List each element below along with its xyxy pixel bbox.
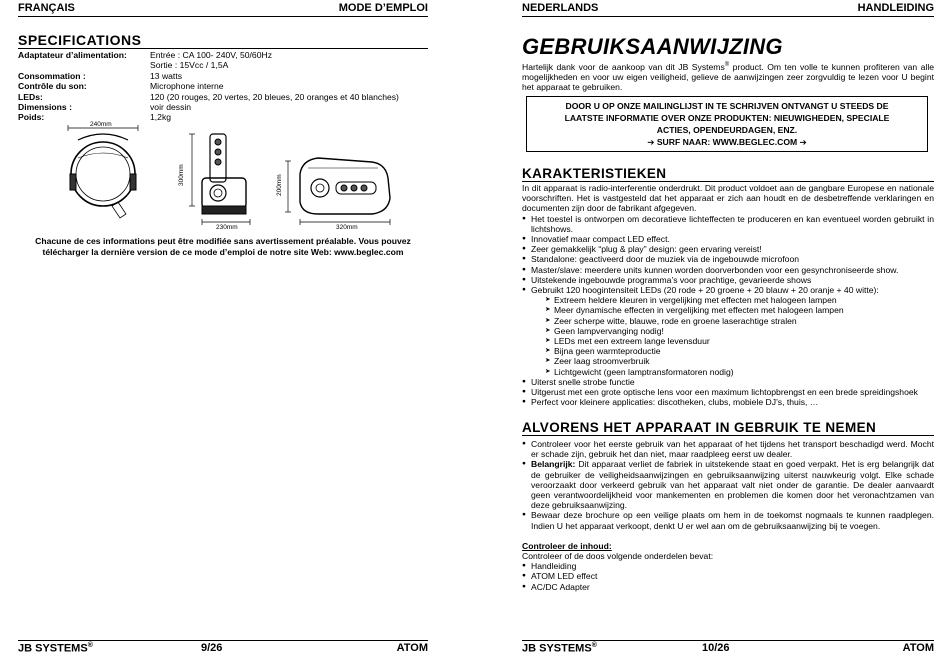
- page-header: [522, 2, 934, 17]
- mailing-list-box: [526, 96, 928, 152]
- intro-text: product. Om ten volle te kunnen profiteren van alle mogelijkheden en voor uw eigen veiligheid, gelieve de aanwijzingen zeer zorgvuldig te lezen voor U begint het apparaat te gebruiken.: [522, 61, 935, 93]
- brand-text: JB SYSTEMS: [18, 642, 88, 655]
- spec-label: [18, 60, 150, 70]
- sub-list-item: ➤ Zeer scherpe witte, blauwe, rode en groene laserachtige stralen: [545, 316, 934, 326]
- list-item: ● Standalone: geactiveerd door de muziek via de ingebouwde microfoon: [522, 254, 934, 264]
- side-view: [189, 134, 250, 225]
- list-item: [522, 285, 934, 377]
- sub-list-item: ➤ Meer dynamische effecten in vergelijking met effecten met halogeen lampen: [545, 305, 934, 315]
- spec-row: [18, 81, 428, 91]
- contents-intro: Controleer of de doos volgende onderdelen bevat:: [522, 551, 714, 562]
- section-title-before-use: ALVORENS HET APPARAAT IN GEBRUIK TE NEMEN: [522, 420, 934, 436]
- page-number: 10/26: [702, 642, 730, 654]
- registered-mark: ®: [87, 642, 93, 649]
- header-language: NEDERLANDS: [522, 2, 599, 14]
- spec-value: voir dessin: [150, 102, 192, 113]
- important-label: Belangrijk:: [531, 459, 576, 470]
- dimension-drawing: [18, 116, 428, 232]
- spec-row: [18, 71, 428, 81]
- list-item: ● AC/DC Adapter: [522, 582, 934, 592]
- header-language: FRANÇAIS: [18, 2, 75, 14]
- list-item: ● Het toestel is ontworpen om decoratieve lichteffecten te produceren en kan eventueel worden gebruikt in lichtshows.: [522, 214, 934, 234]
- footer-product: ATOM: [902, 642, 934, 654]
- disclaimer: [18, 236, 428, 258]
- footer-brand: [18, 642, 93, 655]
- dim-label: 240mm: [90, 121, 112, 128]
- spec-value: 1,2kg: [150, 112, 172, 123]
- important-text: Dit apparaat verliet de fabriek in uitstekende staat en goed verpakt. Het is erg belangrijk dat de gebruiker de veiligheidsaanwijzingen en gebruiksaanwijzing uiterst nauwkeurig volgt. Elke schade veroorzaakt door verkeerd gebruik van het apparaat valt niet onder de garantie. De dealer aanvaardt geen verantwoordelijkheid voor mankementen en problemen die komen door het veronachtzamen van deze gebruiksaanwijzing.: [531, 459, 934, 511]
- spec-label: Dimensions :: [18, 102, 72, 113]
- list-item: ● ATOM LED effect: [522, 571, 934, 581]
- list-item: ● Master/slave: meerdere units kunnen worden doorverbonden voor een gesynchroniseerde show.: [522, 265, 934, 275]
- before-use-list: [522, 439, 934, 531]
- spec-value: 13 watts: [150, 70, 183, 81]
- list-item: ● Innovatief maar compact LED effect.: [522, 234, 934, 244]
- mailing-line: DOOR U OP ONZE MAILINGLIJST IN TE SCHRIJVEN ONTVANGT U STEEDS DE: [565, 101, 889, 111]
- sub-list-item: ➤ Lichtgewicht (geen lamptransformatoren nodig): [545, 367, 934, 377]
- contents-list: [522, 561, 934, 592]
- list-item: ● Controleer voor het eerste gebruik van het apparaat of het tijdens het transport beschadigd werd. Mocht er schade zijn, gebruik het dan niet, maar raadpleeg eerst uw dealer.: [522, 439, 934, 459]
- list-item: ● Bewaar deze brochure op een veilige plaats om hem in de toekomst nogmaals te kunnen raadplegen. Indien U het apparaat verkoopt, denkt U er wel aan om de gebruiksaanwijzing bij te voegen.: [522, 510, 934, 530]
- mailing-line: ACTIES, OPENDEURDAGEN, ENZ.: [656, 125, 798, 135]
- spec-row: [18, 50, 428, 60]
- page-footer: [18, 640, 428, 653]
- left-page: [18, 0, 428, 654]
- back-view: [285, 158, 390, 225]
- list-item: ● Perfect voor kleinere applicaties: discotheken, clubs, mobiele DJ’s, thuis, …: [522, 397, 934, 407]
- section-title-specifications: SPECIFICATIONS: [18, 32, 428, 49]
- sub-list-item: ➤ Geen lampvervanging nodig!: [545, 326, 934, 336]
- spec-row: [18, 92, 428, 102]
- spec-row: [18, 102, 428, 112]
- page-header: [18, 2, 428, 17]
- dim-label: 230mm: [216, 224, 238, 231]
- header-title: MODE D’EMPLOI: [338, 2, 428, 14]
- intro-text: Hartelijk dank voor de aankoop van dit JB Systems: [522, 61, 725, 72]
- spec-label: Poids:: [18, 112, 45, 123]
- spec-row: [18, 60, 428, 70]
- section-title-features: KARAKTERISTIEKEN: [522, 166, 934, 182]
- spec-value: Microphone interne: [150, 81, 224, 92]
- contents-heading: Controleer de inhoud:: [522, 540, 612, 551]
- sub-list-item: ➤ Extreem heldere kleuren in vergelijking met effecten met halogeen lampen: [545, 295, 934, 305]
- header-title: HANDLEIDING: [857, 2, 934, 14]
- brand-text: JB SYSTEMS: [522, 642, 592, 655]
- mailing-line: LAATSTE INFORMATIE OVER ONZE PRODUKTEN: NIEUWIGHEDEN, SPECIALE: [564, 113, 890, 123]
- spec-label: Consommation :: [18, 70, 86, 81]
- disclaimer-line: télécharger la dernière version de ce mode d’emploi de notre site Web: www.beglec.com: [42, 247, 404, 257]
- disclaimer-line: Chacune de ces informations peut être modifiée sans avertissement préalable. Vous pouvez: [35, 236, 411, 246]
- manual-title: GEBRUIKSAANWIJZING: [522, 34, 783, 59]
- registered-mark: ®: [724, 62, 730, 68]
- right-page: [522, 0, 934, 654]
- sub-list-item: ➤ LEDs met een extreem lange levensduur: [545, 336, 934, 346]
- footer-product: ATOM: [396, 642, 428, 654]
- spec-value: 120 (20 rouges, 20 vertes, 20 bleues, 20 oranges et 40 blanches): [150, 91, 399, 102]
- spec-label: Adaptateur d’alimentation:: [18, 50, 127, 60]
- spec-value: Entrée : CA 100- 240V, 50/60Hz: [150, 50, 272, 60]
- dim-label: 200mm: [276, 174, 283, 196]
- sub-feature-list: [531, 295, 934, 377]
- front-view: [68, 125, 138, 218]
- sub-list-item: ➤ Bijna geen warmteproductie: [545, 346, 934, 356]
- feature-list: [522, 214, 934, 408]
- list-item: ● Uiterst snelle strobe functie: [522, 377, 934, 387]
- before-use-section: [522, 439, 934, 592]
- list-item: ● Uitstekende ingebouwde programma’s voor prachtige, gevarieerde shows: [522, 275, 934, 285]
- list-item: ● Handleiding: [522, 561, 934, 571]
- page-footer: [522, 640, 934, 653]
- sub-list-item: ➤ Zeer laag stroomverbruik: [545, 356, 934, 366]
- footer-brand: [522, 642, 597, 655]
- list-item: ● Uitgerust met een grote optische lens voor een maximum lichtopbrengst en een brede spreidingshoek: [522, 387, 934, 397]
- spec-label: LEDs:: [18, 91, 43, 102]
- spec-value: Sortie : 15Vcc / 1,5A: [150, 60, 229, 71]
- list-item-text: Gebruikt 120 hoogintensiteit LEDs (20 rode + 20 groene + 20 blauw + 20 oranje + 40 witte):: [531, 285, 879, 296]
- list-item: [522, 459, 934, 510]
- spec-table: [18, 50, 428, 123]
- features-intro: In dit apparaat is radio-interferentie onderdrukt. Dit product voldoet aan de gangbare Europese en nationale voorschriften. Het is vastgesteld dat het apparaat er zich aan houdt en de desbetreffende verklaringen en documenten zijn door de fabrikant afgegeven.: [522, 183, 934, 214]
- spec-label: Contrôle du son:: [18, 81, 87, 92]
- page-number: 9/26: [201, 642, 223, 654]
- website-link[interactable]: ➔ SURF NAAR: WWW.BEGLEC.COM ➔: [647, 137, 807, 147]
- registered-mark: ®: [591, 642, 597, 649]
- dim-label: 320mm: [336, 224, 358, 231]
- list-item: ● Zeer gemakkelijk “plug & play” design: geen ervaring vereist!: [522, 244, 934, 254]
- dim-label: 300mm: [178, 164, 185, 186]
- features-section: [522, 183, 934, 407]
- intro-paragraph: [522, 60, 934, 93]
